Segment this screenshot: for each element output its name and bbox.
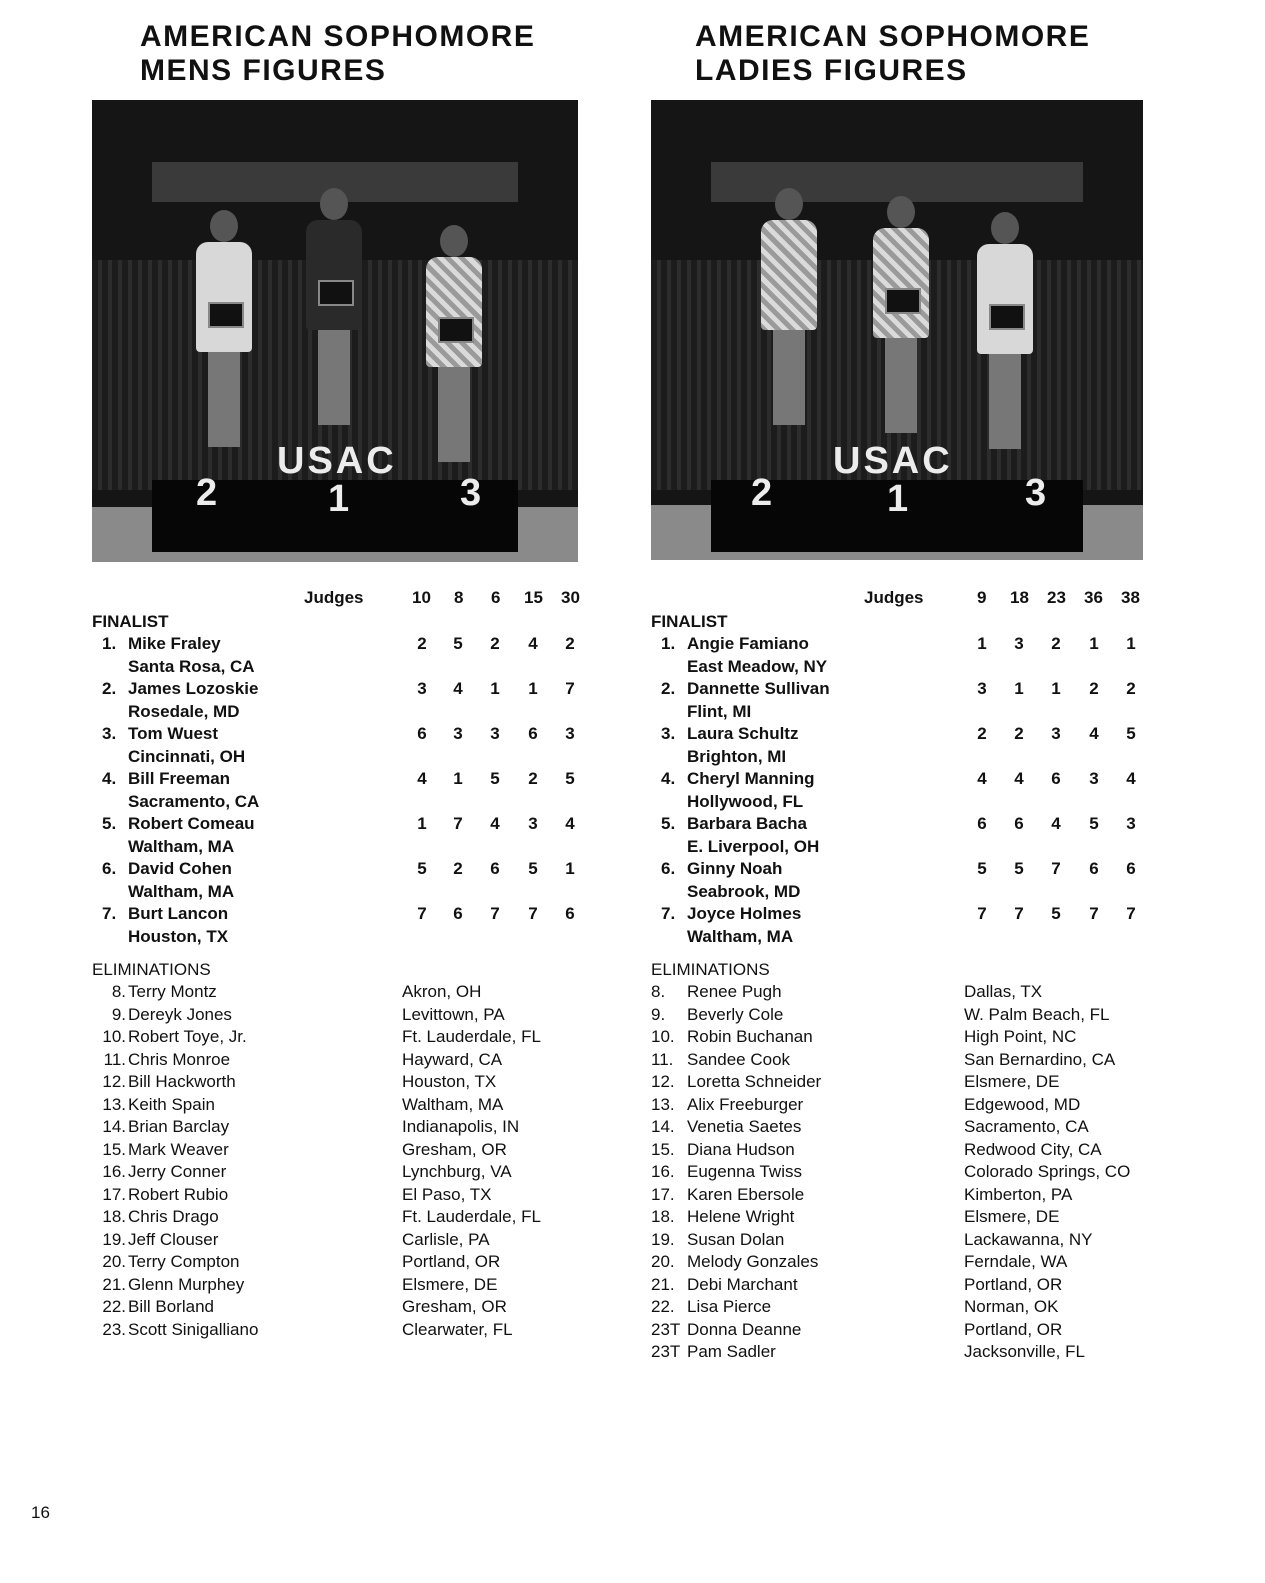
elimination-rank: 11.	[651, 1049, 674, 1069]
judge-score: 4	[490, 814, 500, 833]
elimination-city: Dallas, TX	[964, 982, 1043, 1001]
elimination-row	[651, 1140, 1171, 1162]
finalist-name: Joyce Holmes	[687, 904, 802, 923]
finalist-city: Brighton, MI	[687, 747, 787, 766]
finalist-heading: FINALIST	[92, 612, 169, 631]
judge-score: 1	[453, 769, 463, 788]
elimination-row	[92, 1117, 612, 1139]
finalist-name: Tom Wuest	[128, 724, 219, 743]
elimination-rank: 19.	[651, 1229, 675, 1249]
finalist-heading: FINALIST	[651, 612, 728, 631]
elimination-city: San Bernardino, CA	[964, 1049, 1116, 1069]
elimination-rank: 18.	[102, 1207, 126, 1226]
elimination-city: Ft. Lauderdale, FL	[402, 1207, 541, 1226]
finalist-city: Santa Rosa, CA	[128, 657, 255, 676]
elimination-rank: 14.	[102, 1117, 126, 1136]
eliminations-heading: ELIMINATIONS	[92, 960, 211, 979]
elimination-city: Waltham, MA	[402, 1094, 504, 1114]
elimination-row	[651, 1095, 1171, 1117]
elimination-row	[92, 1027, 612, 1049]
elimination-rank: 21.	[102, 1274, 126, 1294]
judge-score: 7	[1089, 904, 1099, 923]
elimination-rank: 23.	[102, 1319, 126, 1339]
judge-number: 9	[977, 588, 987, 607]
elimination-name: Loretta Schneider	[687, 1072, 822, 1091]
elimination-rank: 16.	[651, 1162, 675, 1181]
judge-score: 4	[453, 679, 463, 698]
judge-score: 4	[1089, 724, 1099, 743]
elimination-name: Chris Monroe	[128, 1049, 231, 1069]
judge-score: 2	[1089, 679, 1099, 698]
elimination-rank: 22.	[651, 1297, 675, 1316]
elimination-city: Norman, OK	[964, 1297, 1059, 1316]
podium-rank-3: 3	[460, 472, 482, 514]
judge-score: 5	[528, 859, 538, 878]
judge-score: 4	[528, 634, 538, 653]
judge-score: 5	[1126, 724, 1136, 743]
elimination-row	[651, 1275, 1171, 1297]
judge-score: 1	[1051, 679, 1061, 698]
judge-score: 1	[1014, 679, 1024, 698]
judge-number: 15	[524, 588, 543, 607]
finalist-rank: 1.	[102, 634, 117, 653]
elimination-city: Edgewood, MD	[964, 1094, 1081, 1114]
finalist-name: James Lozoskie	[128, 679, 259, 698]
elimination-row	[651, 1185, 1171, 1207]
podium-rank-3: 3	[1025, 472, 1047, 514]
elimination-row	[92, 1207, 612, 1229]
finalist-row	[92, 679, 592, 725]
podium-rank-2: 2	[196, 472, 218, 514]
finalist-row	[651, 769, 1151, 815]
judge-score: 6	[417, 724, 427, 743]
judge-score: 5	[490, 769, 500, 788]
finalist-row	[651, 859, 1151, 905]
elimination-rank: 10.	[651, 1027, 675, 1046]
finalist-rank: 1.	[661, 634, 676, 653]
elimination-name: Sandee Cook	[687, 1049, 791, 1069]
title-line-1: AMERICAN SOPHOMORE	[140, 20, 536, 53]
finalist-row	[651, 814, 1151, 860]
finalist-rank: 7.	[661, 904, 676, 923]
elimination-city: Hayward, CA	[402, 1049, 503, 1069]
finalist-name: Bill Freeman	[128, 769, 231, 788]
elimination-rank: 21.	[651, 1274, 675, 1294]
judge-score: 7	[565, 679, 575, 698]
judge-number: 30	[561, 588, 580, 607]
elimination-rank: 12.	[651, 1072, 675, 1091]
elimination-rank: 9.	[111, 1004, 126, 1024]
judge-score: 3	[1126, 814, 1136, 833]
title-line-1: AMERICAN SOPHOMORE	[695, 20, 1091, 53]
judge-score: 2	[417, 634, 427, 653]
elimination-row	[651, 1230, 1171, 1252]
judge-score: 2	[565, 634, 575, 653]
judge-score: 3	[565, 724, 575, 743]
judge-score: 6	[1014, 814, 1024, 833]
elimination-name: Keith Spain	[128, 1094, 215, 1114]
eliminations-heading: ELIMINATIONS	[651, 960, 770, 979]
judge-score: 7	[417, 904, 427, 923]
elimination-row	[651, 1005, 1171, 1027]
elimination-name: Venetia Saetes	[687, 1117, 802, 1136]
judge-score: 3	[1051, 724, 1061, 743]
elimination-rank: 14.	[651, 1117, 675, 1136]
judge-score: 3	[490, 724, 500, 743]
elimination-name: Beverly Cole	[687, 1004, 784, 1024]
judge-score: 6	[528, 724, 538, 743]
judges-label: Judges	[304, 588, 364, 607]
finalist-city: Waltham, MA	[687, 927, 794, 946]
elimination-city: Elsmere, DE	[964, 1207, 1060, 1226]
elimination-name: Jerry Conner	[128, 1162, 227, 1181]
elimination-name: Bill Borland	[128, 1297, 214, 1316]
elimination-row	[92, 1297, 612, 1319]
finalist-name: Barbara Bacha	[687, 814, 808, 833]
finalist-city: E. Liverpool, OH	[687, 837, 820, 856]
judge-number: 23	[1047, 588, 1066, 607]
finalist-row	[92, 634, 592, 680]
elimination-rank: 8.	[651, 982, 666, 1001]
elimination-city: Lackawanna, NY	[964, 1229, 1093, 1249]
elimination-city: Jacksonville, FL	[964, 1342, 1085, 1361]
elimination-city: Sacramento, CA	[964, 1117, 1089, 1136]
judge-score: 1	[1089, 634, 1099, 653]
elimination-row	[651, 1072, 1171, 1094]
page-number: 16	[31, 1503, 50, 1522]
elimination-rank: 20.	[102, 1252, 126, 1271]
elimination-name: Susan Dolan	[687, 1229, 785, 1249]
elimination-rank: 23T	[651, 1319, 681, 1339]
finalist-row	[651, 679, 1151, 725]
podium-rank-2: 2	[751, 472, 773, 514]
elimination-rank: 22.	[102, 1297, 126, 1316]
elimination-row	[651, 1162, 1171, 1184]
usac-logo-text: USAC	[833, 440, 953, 482]
judge-score: 1	[417, 814, 427, 833]
judge-score: 7	[528, 904, 538, 923]
elimination-rank: 13.	[651, 1094, 675, 1114]
finalist-name: Laura Schultz	[687, 724, 799, 743]
judge-score: 2	[490, 634, 500, 653]
elimination-name: Robert Toye, Jr.	[128, 1027, 247, 1046]
elimination-city: Redwood City, CA	[964, 1139, 1102, 1159]
elimination-city: Kimberton, PA	[964, 1184, 1073, 1204]
elimination-city: Colorado Springs, CO	[964, 1162, 1131, 1181]
elimination-name: Melody Gonzales	[687, 1252, 819, 1271]
finalist-city: Houston, TX	[128, 927, 229, 946]
finalist-row	[92, 769, 592, 815]
finalist-city: Seabrook, MD	[687, 882, 801, 901]
finalist-name: Dannette Sullivan	[687, 679, 830, 698]
elimination-row	[92, 1162, 612, 1184]
title-line-2: MENS FIGURES	[140, 54, 387, 87]
elimination-name: Chris Drago	[128, 1207, 219, 1226]
elimination-city: Ft. Lauderdale, FL	[402, 1027, 541, 1046]
judge-score: 5	[565, 769, 575, 788]
finalist-rank: 2.	[102, 679, 117, 698]
finalist-city: Rosedale, MD	[128, 702, 240, 721]
finalist-city: Flint, MI	[687, 702, 752, 721]
judge-score: 2	[1126, 679, 1136, 698]
elimination-city: Portland, OR	[402, 1252, 501, 1271]
finalist-rank: 4.	[661, 769, 676, 788]
judge-score: 1	[490, 679, 500, 698]
elimination-city: Houston, TX	[402, 1072, 497, 1091]
elimination-city: High Point, NC	[964, 1027, 1077, 1046]
ladies-podium-photo	[651, 100, 1143, 560]
judge-score: 5	[977, 859, 987, 878]
elimination-rank: 9.	[651, 1004, 666, 1024]
elimination-city: Portland, OR	[964, 1274, 1063, 1294]
finalist-name: Cheryl Manning	[687, 769, 815, 788]
elimination-name: Terry Montz	[128, 982, 217, 1001]
finalist-row	[651, 724, 1151, 770]
judge-score: 2	[977, 724, 987, 743]
judge-score: 3	[528, 814, 538, 833]
elimination-rank: 10.	[102, 1027, 126, 1046]
elimination-row	[92, 1140, 612, 1162]
judge-score: 7	[1051, 859, 1061, 878]
section-title	[695, 20, 1090, 88]
elimination-rank: 12.	[102, 1072, 126, 1091]
judge-score: 2	[1014, 724, 1024, 743]
elimination-name: Debi Marchant	[687, 1274, 798, 1294]
finalist-city: Cincinnati, OH	[128, 747, 246, 766]
elimination-name: Lisa Pierce	[687, 1297, 772, 1316]
elimination-city: Gresham, OR	[402, 1139, 507, 1159]
elimination-name: Jeff Clouser	[128, 1229, 219, 1249]
elimination-name: Diana Hudson	[687, 1139, 795, 1159]
elimination-name: Scott Sinigalliano	[128, 1319, 259, 1339]
judge-score: 4	[1051, 814, 1061, 833]
judge-score: 1	[1126, 634, 1136, 653]
judge-number: 8	[454, 588, 464, 607]
elimination-rank: 19.	[102, 1229, 126, 1249]
elimination-row	[651, 1027, 1171, 1049]
elimination-name: Terry Compton	[128, 1252, 240, 1271]
elimination-rank: 18.	[651, 1207, 675, 1226]
judge-score: 7	[1126, 904, 1136, 923]
finalist-row	[92, 859, 592, 905]
elimination-city: Elsmere, DE	[964, 1072, 1060, 1091]
elimination-city: El Paso, TX	[402, 1184, 492, 1204]
judge-score: 3	[1014, 634, 1024, 653]
judge-score: 7	[453, 814, 463, 833]
finalist-rank: 6.	[661, 859, 676, 878]
finalist-name: Mike Fraley	[128, 634, 221, 653]
finalist-row	[651, 634, 1151, 680]
elimination-rank: 13.	[102, 1094, 126, 1114]
judge-score: 1	[565, 859, 575, 878]
elimination-name: Mark Weaver	[128, 1139, 229, 1159]
finalist-row	[92, 724, 592, 770]
elimination-name: Karen Ebersole	[687, 1184, 805, 1204]
elimination-rank: 23T	[651, 1342, 681, 1361]
judge-number: 6	[491, 588, 501, 607]
judge-score: 3	[417, 679, 427, 698]
judge-score: 6	[1089, 859, 1099, 878]
elimination-name: Brian Barclay	[128, 1117, 230, 1136]
elimination-rank: 8.	[111, 982, 126, 1001]
elimination-rank: 17.	[102, 1184, 126, 1204]
finalist-city: Waltham, MA	[128, 882, 235, 901]
finalist-name: Ginny Noah	[687, 859, 783, 878]
judge-score: 2	[1051, 634, 1061, 653]
elimination-city: Akron, OH	[402, 982, 482, 1001]
judge-score: 6	[453, 904, 463, 923]
judge-score: 1	[528, 679, 538, 698]
finalist-rank: 5.	[102, 814, 117, 833]
finalist-name: David Cohen	[128, 859, 232, 878]
mens-podium-photo	[92, 100, 578, 562]
judge-score: 2	[453, 859, 463, 878]
judge-number: 18	[1010, 588, 1029, 607]
judge-score: 7	[490, 904, 500, 923]
judge-score: 5	[1014, 859, 1024, 878]
elimination-rank: 15.	[102, 1139, 126, 1159]
elimination-name: Helene Wright	[687, 1207, 795, 1226]
finalist-city: Hollywood, FL	[687, 792, 804, 811]
elimination-city: Ferndale, WA	[964, 1252, 1068, 1271]
judge-score: 5	[1051, 904, 1061, 923]
judge-score: 7	[1014, 904, 1024, 923]
judges-label: Judges	[864, 588, 924, 607]
elimination-city: W. Palm Beach, FL	[964, 1004, 1110, 1024]
judge-score: 5	[417, 859, 427, 878]
elimination-city: Indianapolis, IN	[402, 1117, 520, 1136]
elimination-row	[651, 1320, 1171, 1342]
elimination-row	[92, 1005, 612, 1027]
judge-score: 4	[565, 814, 575, 833]
finalist-city: East Meadow, NY	[687, 657, 828, 676]
finalist-rank: 6.	[102, 859, 117, 878]
judge-score: 4	[977, 769, 987, 788]
finalist-row	[92, 904, 592, 950]
judge-score: 6	[565, 904, 575, 923]
elimination-row	[651, 1342, 1171, 1364]
finalist-rank: 3.	[102, 724, 117, 743]
finalist-row	[651, 904, 1151, 950]
judge-score: 5	[453, 634, 463, 653]
elimination-row	[92, 982, 612, 1004]
judge-score: 6	[977, 814, 987, 833]
elimination-row	[92, 1050, 612, 1072]
elimination-row	[92, 1230, 612, 1252]
elimination-city: Portland, OR	[964, 1319, 1063, 1339]
elimination-rank: 20.	[651, 1252, 675, 1271]
elimination-city: Elsmere, DE	[402, 1274, 498, 1294]
elimination-city: Gresham, OR	[402, 1297, 507, 1316]
elimination-row	[92, 1252, 612, 1274]
elimination-city: Clearwater, FL	[402, 1319, 513, 1339]
judge-score: 7	[977, 904, 987, 923]
finalist-name: Robert Comeau	[128, 814, 255, 833]
judge-score: 3	[977, 679, 987, 698]
finalist-rank: 2.	[661, 679, 676, 698]
judge-score: 3	[453, 724, 463, 743]
judge-score: 6	[1126, 859, 1136, 878]
elimination-row	[651, 1117, 1171, 1139]
elimination-city: Carlisle, PA	[402, 1229, 490, 1249]
finalist-rank: 7.	[102, 904, 117, 923]
judge-score: 1	[977, 634, 987, 653]
finalist-rank: 4.	[102, 769, 117, 788]
judge-score: 4	[1126, 769, 1136, 788]
elimination-city: Lynchburg, VA	[402, 1162, 512, 1181]
elimination-rank: 15.	[651, 1139, 675, 1159]
usac-logo-text: USAC	[277, 440, 397, 482]
elimination-row	[651, 1207, 1171, 1229]
judge-number: 36	[1084, 588, 1103, 607]
elimination-row	[92, 1185, 612, 1207]
elimination-rank: 17.	[651, 1184, 675, 1204]
elimination-name: Dereyk Jones	[128, 1004, 232, 1024]
finalist-rank: 5.	[661, 814, 676, 833]
judge-score: 3	[1089, 769, 1099, 788]
finalist-city: Sacramento, CA	[128, 792, 260, 811]
elimination-city: Levittown, PA	[402, 1004, 505, 1024]
elimination-name: Bill Hackworth	[128, 1072, 236, 1091]
elimination-name: Donna Deanne	[687, 1319, 802, 1339]
elimination-name: Alix Freeburger	[687, 1094, 804, 1114]
elimination-name: Robin Buchanan	[687, 1027, 813, 1046]
judge-score: 5	[1089, 814, 1099, 833]
podium-rank-1: 1	[887, 478, 909, 520]
finalist-rank: 3.	[661, 724, 676, 743]
title-line-2: LADIES FIGURES	[695, 54, 968, 87]
elimination-rank: 16.	[102, 1162, 126, 1181]
elimination-name: Eugenna Twiss	[687, 1162, 802, 1181]
finalist-name: Burt Lancon	[128, 904, 229, 923]
elimination-row	[651, 1050, 1171, 1072]
judge-score: 2	[528, 769, 538, 788]
finalist-row	[92, 814, 592, 860]
elimination-row	[651, 982, 1171, 1004]
elimination-name: Renee Pugh	[687, 982, 782, 1001]
judge-number: 10	[412, 588, 431, 607]
elimination-row	[651, 1297, 1171, 1319]
judge-score: 4	[417, 769, 427, 788]
elimination-name: Pam Sadler	[687, 1342, 776, 1361]
elimination-row	[651, 1252, 1171, 1274]
elimination-row	[92, 1320, 612, 1342]
elimination-name: Robert Rubio	[128, 1184, 229, 1204]
judge-score: 6	[490, 859, 500, 878]
elimination-row	[92, 1095, 612, 1117]
judge-number: 38	[1121, 588, 1140, 607]
finalist-city: Waltham, MA	[128, 837, 235, 856]
elimination-row	[92, 1275, 612, 1297]
judge-score: 4	[1014, 769, 1024, 788]
finalist-name: Angie Famiano	[687, 634, 809, 653]
elimination-row	[92, 1072, 612, 1094]
elimination-name: Glenn Murphey	[128, 1274, 245, 1294]
section-title	[140, 20, 535, 88]
podium-rank-1: 1	[328, 478, 350, 520]
elimination-rank: 11.	[103, 1049, 126, 1069]
judge-score: 6	[1051, 769, 1061, 788]
